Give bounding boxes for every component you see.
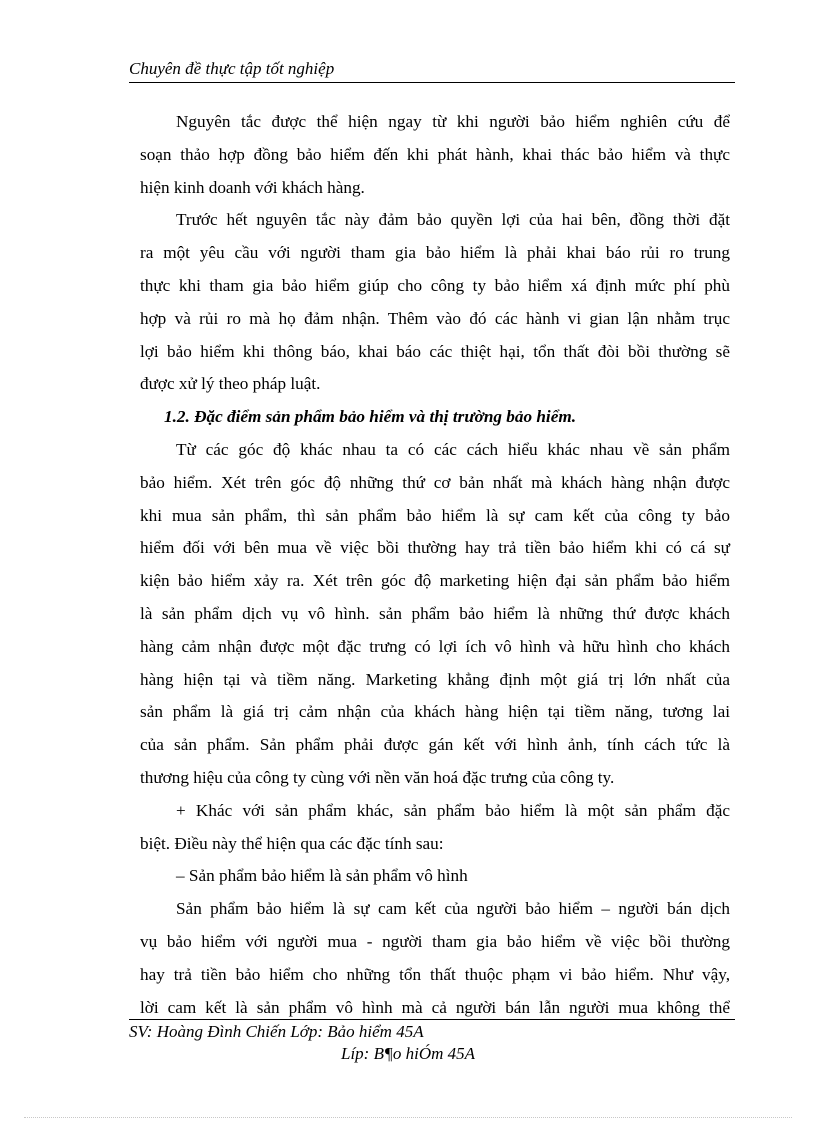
body-line: hàng hiện tại và tiềm năng. Marketing khẳng định một giá trị lớn nhất của — [140, 669, 730, 689]
body-line: hàng cảm nhận được một đặc trưng có lợi ích vô hình và hữu hình cho khách — [140, 636, 730, 656]
body-line: thực khi tham gia bảo hiểm giúp cho công ty bảo hiểm xá định mức phí phù — [140, 275, 730, 295]
body-line: hợp và rủi ro mà họ đảm nhận. Thêm vào đó các hành vi gian lận nhằm trục — [140, 308, 730, 328]
section-heading: 1.2. Đặc điểm sản phẩm bảo hiểm và thị trường bảo hiểm. — [164, 407, 576, 427]
page-edge-divider — [24, 1117, 792, 1118]
footer-class-info: Líp: B¶o hiÓm 45A — [341, 1044, 476, 1063]
body-line: hiểm đối với bên mua về việc bồi thường hay trả tiền bảo hiểm khi có cá sự — [140, 538, 730, 558]
body-line: Từ các góc độ khác nhau ta có các cách hiểu khác nhau về sản phẩm — [176, 439, 730, 459]
body-line: thương hiệu của công ty cùng với nền văn hoá đặc trưng của công ty. — [140, 767, 615, 787]
body-line: biệt. Điều này thể hiện qua các đặc tính sau: — [140, 833, 444, 853]
footer-student-info: SV: Hoàng Đình Chiến Lớp: Bảo hiểm 45A — [129, 1022, 424, 1041]
body-line: của sản phẩm. Sản phẩm phải được gán kết với hình ảnh, tính cách tức là — [140, 735, 730, 755]
body-line: bảo hiểm. Xét trên góc độ những thứ cơ bản nhất mà khách hàng nhận được — [140, 472, 730, 492]
body-line: + Khác với sản phẩm khác, sản phẩm bảo hiểm là một sản phẩm đặc — [176, 800, 730, 820]
body-line: soạn thảo hợp đồng bảo hiểm đến khi phát hành, khai thác bảo hiểm và thực — [140, 144, 730, 164]
body-line: khi mua sản phẩm, thì sản phẩm bảo hiểm là sự cam kết của công ty bảo — [140, 505, 730, 525]
body-line: Sản phẩm bảo hiểm là sự cam kết của người bảo hiểm – người bán dịch — [176, 899, 730, 919]
body-line: được xử lý theo pháp luật. — [140, 374, 321, 394]
page-header — [129, 58, 735, 83]
bullet-line: – Sản phẩm bảo hiểm là sản phẩm vô hình — [176, 866, 468, 886]
body-line: vụ bảo hiểm với người mua - người tham gia bảo hiểm về việc bồi thường — [140, 931, 730, 951]
body-line: Trước hết nguyên tắc này đảm bảo quyền lợi của hai bên, đồng thời đặt — [176, 210, 730, 230]
body-line: kiện bảo hiểm xảy ra. Xét trên góc độ marketing hiện đại sản phẩm bảo hiểm — [140, 571, 730, 591]
header-title: Chuyên đề thực tập tốt nghiệp — [129, 59, 335, 78]
body-line: là sản phẩm dịch vụ vô hình. sản phẩm bảo hiểm là những thứ được khách — [140, 603, 730, 623]
document-body — [140, 106, 730, 1024]
body-line: hay trả tiền bảo hiểm cho những tổn thất thuộc phạm vi bảo hiểm. Như vậy, — [140, 964, 730, 984]
body-line: lợi bảo hiểm khi thông báo, khai báo các thiệt hại, tổn thất đòi bồi thường sẽ — [140, 341, 730, 361]
body-line: Nguyên tắc được thể hiện ngay từ khi người bảo hiểm nghiên cứu để — [176, 112, 730, 131]
body-line: ra một yêu cầu với người tham gia bảo hiểm là phải khai báo rủi ro trung — [140, 243, 730, 263]
page-footer — [129, 1019, 735, 1065]
body-line: lời cam kết là sản phẩm vô hình mà cả người bán lẫn người mua không thể — [140, 997, 730, 1017]
body-line: sản phẩm là giá trị cảm nhận của khách hàng hiện tại tiềm năng, tương lai — [140, 702, 730, 722]
body-line: hiện kinh doanh với khách hàng. — [140, 177, 365, 197]
